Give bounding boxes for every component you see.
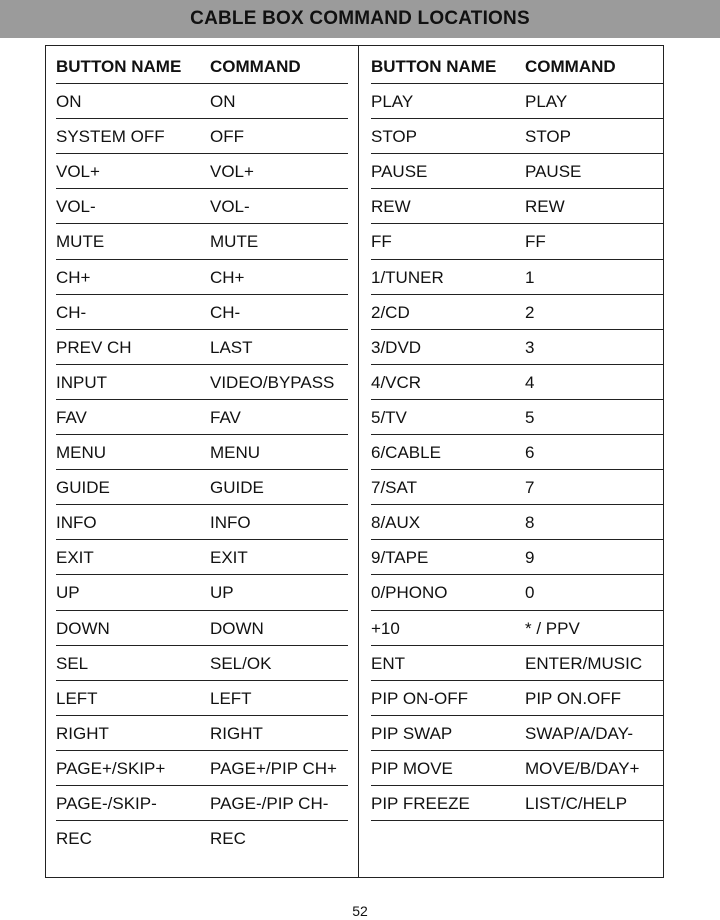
button-name-cell: 4/VCR [371, 372, 422, 392]
button-name-cell: INPUT [56, 372, 107, 392]
table-row [56, 540, 348, 575]
button-name-cell: PAGE+/SKIP+ [56, 758, 166, 778]
button-name-cell: PIP ON-OFF [371, 688, 468, 708]
command-cell: REW [525, 197, 565, 217]
command-cell: REC [210, 829, 246, 849]
table-row [371, 575, 664, 610]
table-row [371, 716, 664, 751]
table-row [56, 611, 348, 646]
right-column [371, 49, 664, 821]
command-cell: 8 [525, 513, 535, 533]
button-name-cell: DOWN [56, 618, 110, 638]
table-row [371, 751, 664, 786]
command-cell: PLAY [525, 92, 568, 112]
table-row [371, 470, 664, 505]
table-row [371, 505, 664, 540]
command-cell: RIGHT [210, 723, 263, 743]
header-command: COMMAND [210, 57, 301, 76]
command-cell: CH- [210, 302, 241, 322]
button-name-cell: PREV CH [56, 337, 132, 357]
button-name-cell: 3/DVD [371, 337, 422, 357]
table-row [56, 646, 348, 681]
table-row [371, 119, 664, 154]
table-row [56, 295, 348, 330]
command-cell: DOWN [210, 618, 264, 638]
table-row [56, 260, 348, 295]
button-name-cell: RIGHT [56, 723, 109, 743]
table-row [56, 716, 348, 751]
button-name-cell: VOL+ [56, 162, 100, 182]
button-name-cell: 2/CD [371, 302, 410, 322]
command-cell: PAGE-/PIP CH- [210, 793, 329, 813]
table-row [371, 330, 664, 365]
command-cell: 0 [525, 583, 535, 603]
command-cell: ON [210, 92, 236, 112]
command-cell: MENU [210, 443, 261, 463]
table-row [371, 365, 664, 400]
command-cell: GUIDE [210, 478, 264, 498]
command-cell: PAUSE [525, 162, 582, 182]
table-row [56, 365, 348, 400]
command-cell: SWAP/A/DAY- [525, 723, 634, 743]
table-row [56, 224, 348, 259]
table-row [56, 154, 348, 189]
table-row [371, 435, 664, 470]
table-row [371, 540, 664, 575]
table-row [56, 575, 348, 610]
button-name-cell: VOL- [56, 197, 96, 217]
table-row [371, 646, 664, 681]
button-name-cell: PIP SWAP [371, 723, 453, 743]
button-name-cell: SEL [56, 653, 89, 673]
command-cell: OFF [210, 127, 244, 147]
command-cell: 6 [525, 443, 535, 463]
table-row [371, 224, 664, 259]
button-name-cell: MENU [56, 443, 107, 463]
table-row [56, 435, 348, 470]
table-row [371, 611, 664, 646]
button-name-cell: GUIDE [56, 478, 110, 498]
table-row [56, 751, 348, 786]
table-row [371, 400, 664, 435]
left-column [56, 49, 348, 856]
button-name-cell: FAV [56, 407, 87, 427]
table-row [56, 119, 348, 154]
command-cell: 7 [525, 478, 535, 498]
button-name-cell: 9/TAPE [371, 548, 429, 568]
button-name-cell: REW [371, 197, 411, 217]
command-cell: LIST/C/HELP [525, 793, 628, 813]
command-cell: STOP [525, 127, 571, 147]
column-divider [358, 45, 359, 878]
button-name-cell: +10 [371, 618, 400, 638]
header-button-name: BUTTON NAME [56, 57, 182, 76]
button-name-cell: MUTE [56, 232, 105, 252]
command-cell: MOVE/B/DAY+ [525, 758, 640, 778]
table-row [56, 821, 348, 856]
command-cell: CH+ [210, 267, 245, 287]
title-banner [0, 0, 720, 38]
button-name-cell: 8/AUX [371, 513, 421, 533]
header-button-name: BUTTON NAME [371, 57, 497, 76]
table-row [56, 505, 348, 540]
command-cell: 2 [525, 302, 535, 322]
button-name-cell: INFO [56, 513, 97, 533]
table-row [56, 400, 348, 435]
command-cell: 1 [525, 267, 535, 287]
command-cell: PAGE+/PIP CH+ [210, 758, 337, 778]
command-cell: VIDEO/BYPASS [210, 372, 335, 392]
table-row [56, 189, 348, 224]
button-name-cell: CH+ [56, 267, 91, 287]
table-row [371, 260, 664, 295]
button-name-cell: REC [56, 829, 92, 849]
button-name-cell: LEFT [56, 688, 98, 708]
command-cell: SEL/OK [210, 653, 272, 673]
command-cell: 3 [525, 337, 535, 357]
button-name-cell: PIP MOVE [371, 758, 453, 778]
table-row [371, 681, 664, 716]
table-row [371, 84, 664, 119]
button-name-cell: CH- [56, 302, 87, 322]
button-name-cell: PLAY [371, 92, 414, 112]
command-cell: MUTE [210, 232, 259, 252]
button-name-cell: PAGE-/SKIP- [56, 793, 157, 813]
header-row [56, 49, 348, 84]
table-row [371, 786, 664, 821]
header-row [371, 49, 664, 84]
command-cell: 5 [525, 407, 535, 427]
table-row [56, 786, 348, 821]
command-cell: LAST [210, 337, 253, 357]
command-cell: ENTER/MUSIC [525, 653, 643, 673]
command-cell: FF [525, 232, 546, 252]
command-cell: UP [210, 583, 234, 603]
button-name-cell: PIP FREEZE [371, 793, 470, 813]
command-cell: LEFT [210, 688, 252, 708]
table-row [371, 189, 664, 224]
button-name-cell: 1/TUNER [371, 267, 444, 287]
button-name-cell: ON [56, 92, 82, 112]
command-cell: PIP ON.OFF [525, 688, 622, 708]
command-cell: VOL+ [210, 162, 254, 182]
command-cell: * / PPV [525, 618, 580, 638]
command-cell: 4 [525, 372, 535, 392]
button-name-cell: UP [56, 583, 80, 603]
button-name-cell: 6/CABLE [371, 443, 441, 463]
table-row [56, 84, 348, 119]
button-name-cell: ENT [371, 653, 405, 673]
table-row [56, 330, 348, 365]
button-name-cell: EXIT [56, 548, 94, 568]
page-number: 52 [352, 903, 368, 919]
page-title: CABLE BOX COMMAND LOCATIONS [190, 8, 530, 29]
table-row [371, 154, 664, 189]
command-cell: INFO [210, 513, 251, 533]
command-cell: VOL- [210, 197, 250, 217]
table-row [371, 295, 664, 330]
table-row [56, 470, 348, 505]
button-name-cell: 0/PHONO [371, 583, 448, 603]
header-command: COMMAND [525, 57, 616, 76]
table-row [56, 681, 348, 716]
button-name-cell: SYSTEM OFF [56, 127, 165, 147]
command-cell: EXIT [210, 548, 248, 568]
command-cell: 9 [525, 548, 535, 568]
button-name-cell: FF [371, 232, 392, 252]
command-cell: FAV [210, 407, 241, 427]
button-name-cell: 5/TV [371, 407, 407, 427]
button-name-cell: PAUSE [371, 162, 428, 182]
button-name-cell: 7/SAT [371, 478, 417, 498]
button-name-cell: STOP [371, 127, 417, 147]
